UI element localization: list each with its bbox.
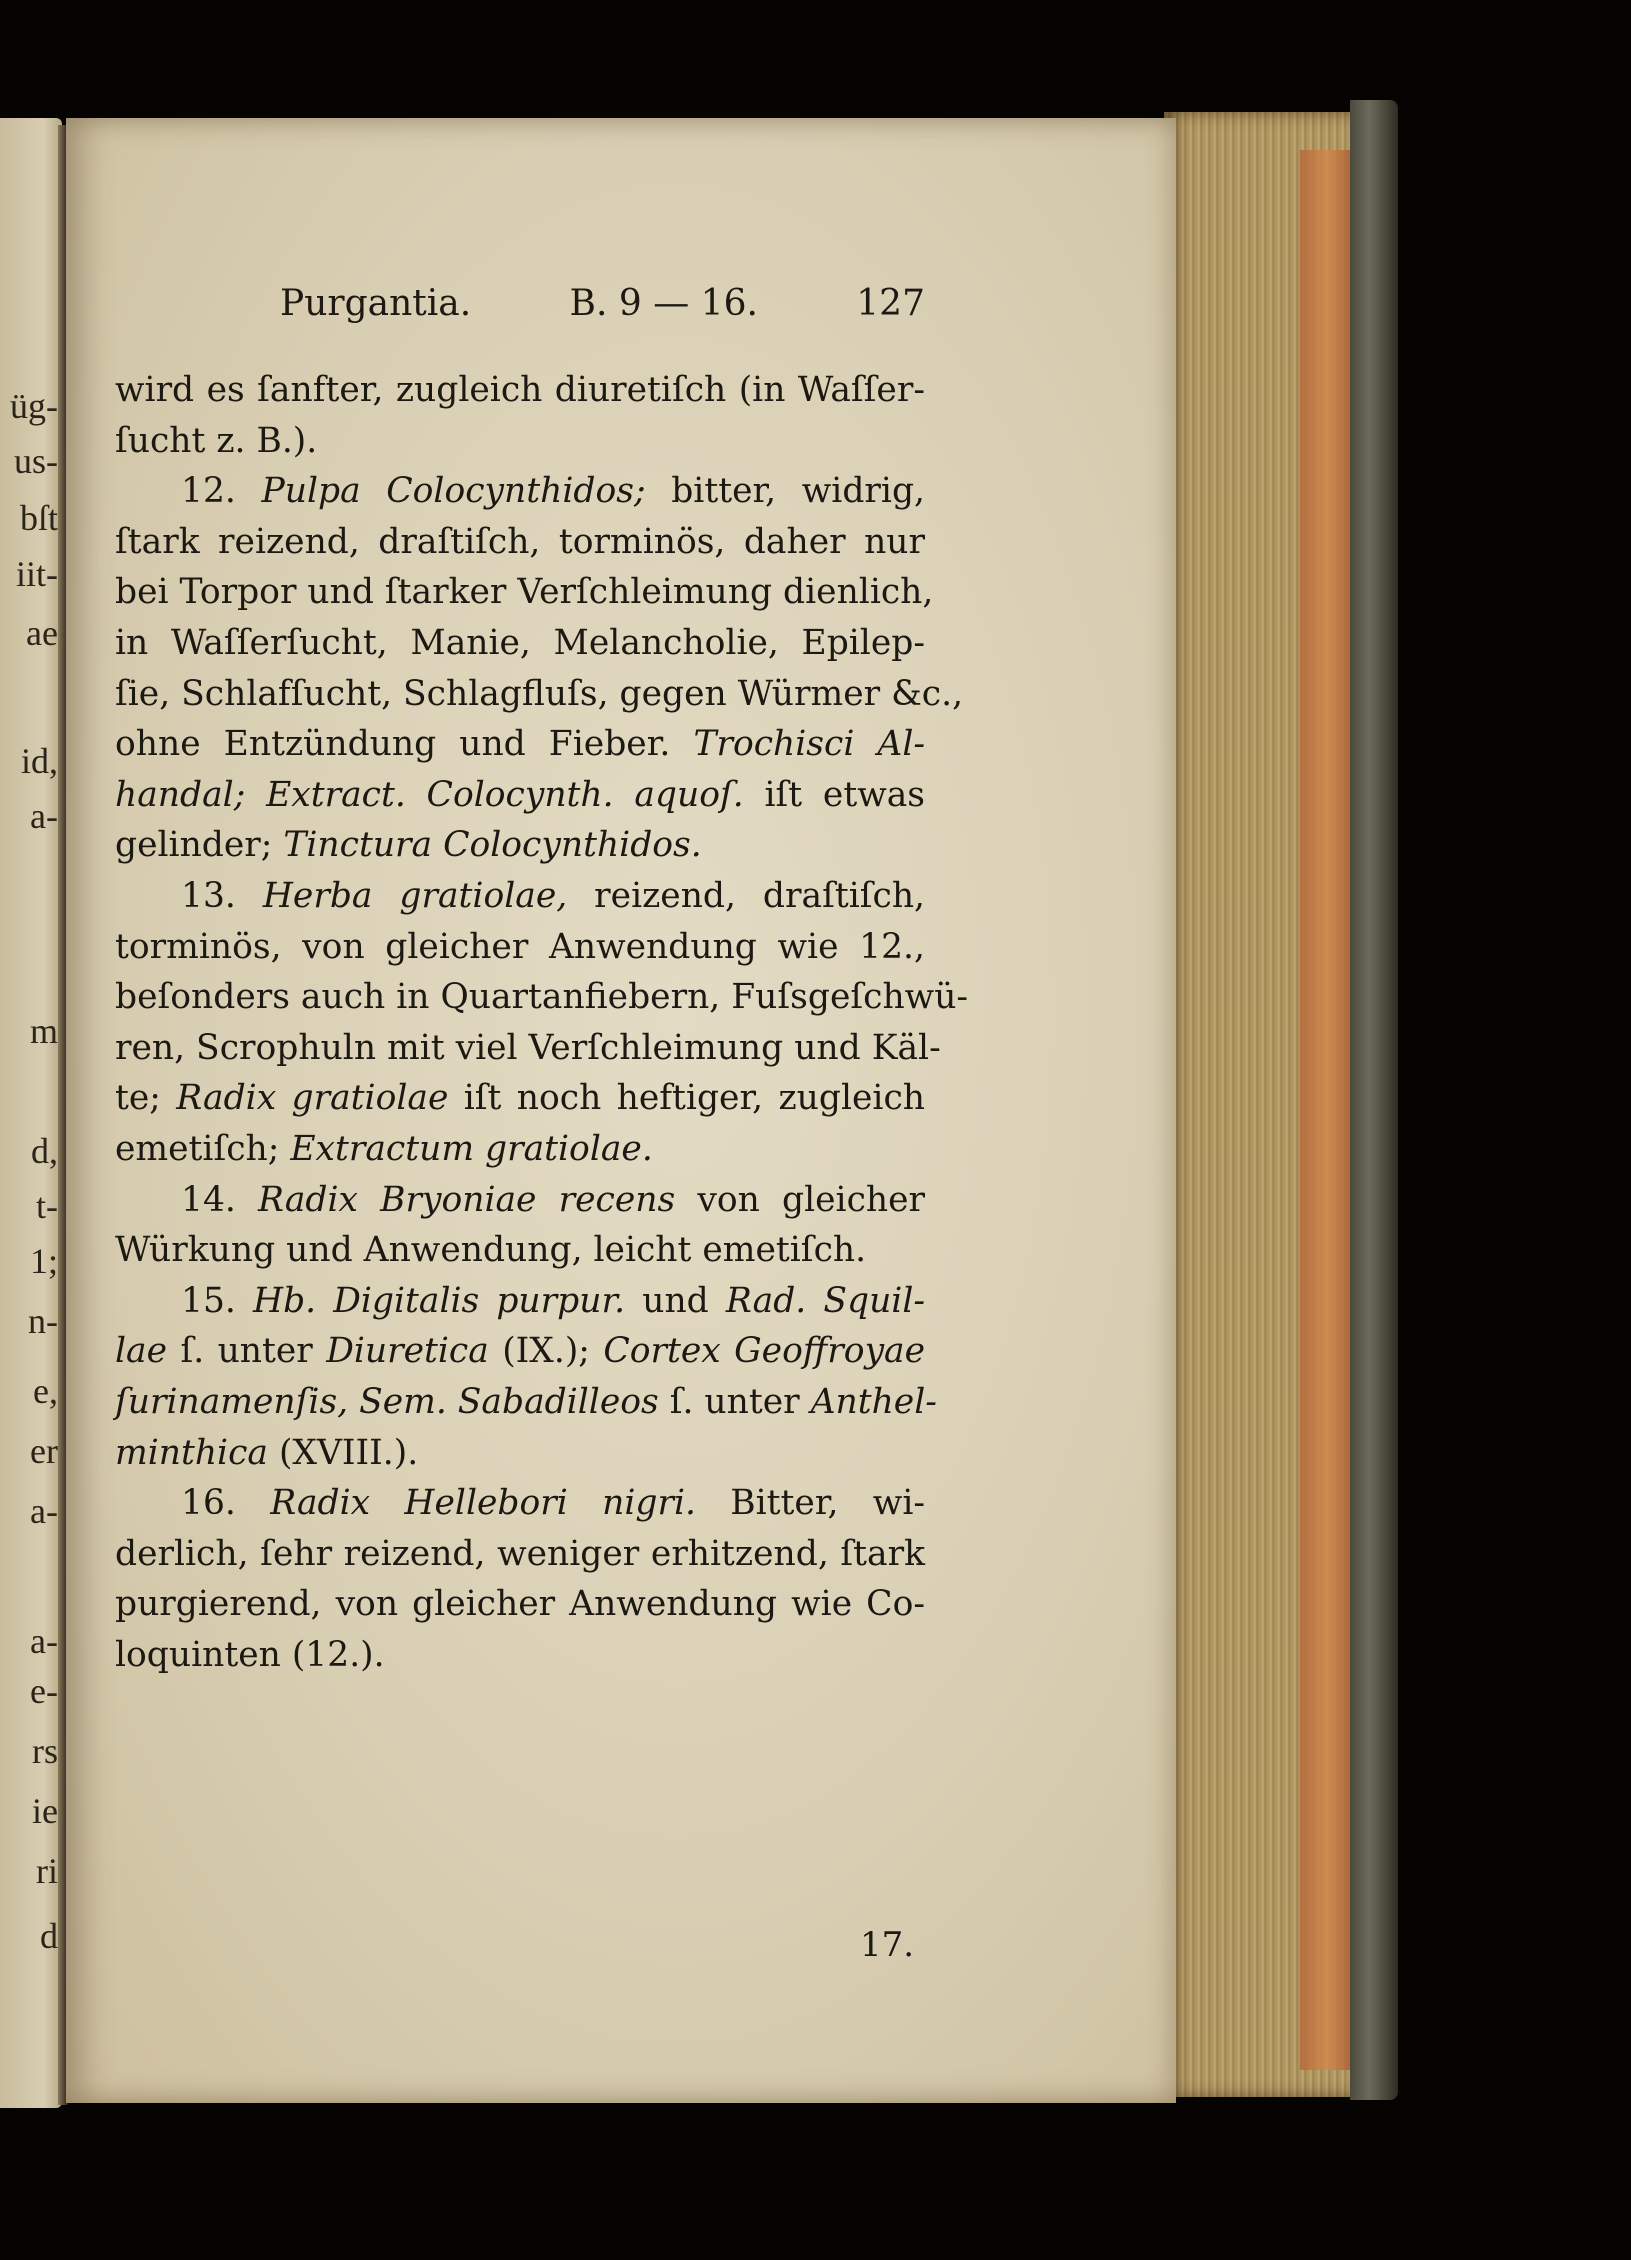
text-line <box>115 669 964 720</box>
text-line <box>115 567 934 618</box>
text-line <box>115 1073 925 1124</box>
margin-fragment: a- <box>30 796 58 836</box>
text-line <box>115 618 925 669</box>
text-line <box>115 1428 925 1479</box>
catchword: 17. <box>860 1925 915 1965</box>
text-line <box>115 1023 941 1074</box>
latin-term: minthica <box>115 1432 268 1473</box>
running-head-title: Purgantia. <box>280 283 472 324</box>
text-line <box>115 1579 925 1630</box>
margin-fragment: ae <box>26 613 58 653</box>
text-span: bei Torpor und ſtarker Verſchleimung dienlich, <box>115 572 934 613</box>
text-line <box>115 719 925 770</box>
paragraph-number: 14. <box>181 1179 236 1220</box>
margin-fragment: us- <box>14 441 58 481</box>
text-span: reizend, draſtiſch, <box>594 876 926 916</box>
text-span: beſonders auch in Quartanfiebern, Fuſsgeſchwü- <box>115 977 969 1018</box>
text-line <box>115 1326 925 1377</box>
text-line <box>181 871 925 922</box>
latin-term: ſurinamenſis, Sem. Sabadilleos <box>115 1382 659 1422</box>
text-span: (IX.); <box>502 1331 590 1372</box>
margin-fragment: a- <box>30 1491 58 1531</box>
paragraph-number: 15. <box>181 1280 236 1321</box>
latin-term: Hb. Digitalis purpur. <box>252 1280 626 1321</box>
text-span: in Waſſerſucht, Manie, Melancholie, Epilep- <box>115 623 925 663</box>
text-span: wird es ſanfter, zugleich diuretiſch (in Waſſer- <box>115 370 925 410</box>
text-span: iſt etwas <box>764 774 926 815</box>
margin-fragment: m <box>29 1011 58 1051</box>
latin-term: lae <box>115 1331 168 1372</box>
text-span: Bitter, wi- <box>730 1483 926 1524</box>
text-span: te; <box>115 1078 161 1119</box>
latin-term: Cortex Geoffroyae <box>603 1331 926 1372</box>
text-line <box>115 1225 925 1276</box>
page-number: 127 <box>856 283 925 324</box>
text-span: ſ. unter <box>669 1382 800 1422</box>
latin-term: Extractum gratiolae. <box>290 1129 653 1169</box>
text-span: (XVIII.). <box>278 1432 419 1473</box>
running-head <box>280 283 925 324</box>
text-line <box>115 922 925 973</box>
text-span: und <box>642 1280 709 1321</box>
text-line <box>181 1175 925 1226</box>
margin-fragment: 1; <box>29 1241 58 1281</box>
text-span: bitter, widrig, <box>671 471 926 512</box>
margin-fragment: d, <box>31 1131 58 1171</box>
text-span: torminös, von gleicher Anwendung wie 12., <box>115 926 925 967</box>
margin-fragment: ri <box>36 1851 58 1891</box>
text-line <box>115 770 925 821</box>
text-line <box>115 820 925 871</box>
margin-fragment: id, <box>20 741 58 781</box>
margin-fragment: a- <box>30 1621 58 1661</box>
text-line <box>115 416 925 467</box>
book-cover <box>1350 100 1398 2100</box>
text-span: ſie, Schlafſucht, Schlagfluſs, gegen Würmer &c., <box>115 673 964 714</box>
text-span: purgierend, von gleicher Anwendung wie Co- <box>115 1584 925 1625</box>
text-span: emetiſch; <box>115 1129 280 1169</box>
latin-term: Rad. Squil- <box>725 1280 926 1321</box>
text-span: derlich, ſehr reizend, weniger erhitzend, ſtark <box>115 1533 925 1574</box>
text-line <box>181 1276 925 1327</box>
paragraph-number: 12. <box>181 471 236 512</box>
text-span: ſtark reizend, draſtiſch, torminös, daher nur <box>115 521 925 562</box>
text-span: ſucht z. B.). <box>115 420 318 461</box>
text-span: Würkung und Anwendung, leicht emetiſch. <box>115 1230 867 1271</box>
latin-term: Herba gratiolae, <box>262 876 568 916</box>
text-span: gelinder; <box>115 825 273 866</box>
latin-term: Radix Hellebori nigri. <box>270 1483 696 1524</box>
margin-fragment: üg- <box>10 386 58 426</box>
margin-fragment: e- <box>30 1671 58 1711</box>
margin-fragment: iit- <box>16 554 58 594</box>
text-line <box>115 1124 925 1175</box>
latin-term: Anthel- <box>810 1382 937 1422</box>
latin-term: handal; Extract. Colocynth. aquoſ. <box>115 774 744 815</box>
latin-term: Radix Bryoniae recens <box>258 1179 676 1220</box>
margin-fragment: ie <box>32 1791 58 1831</box>
latin-term: Radix gratiolae <box>176 1078 449 1119</box>
margin-fragment: e, <box>33 1371 58 1411</box>
page-edges-tint <box>1300 150 1355 2070</box>
running-head-section: B. 9 — 16. <box>569 283 758 324</box>
margin-fragment: er <box>30 1431 58 1471</box>
margin-fragment: n- <box>28 1301 58 1341</box>
text-span: ſ. unter <box>180 1331 313 1372</box>
latin-term: Pulpa Colocynthidos; <box>261 471 646 512</box>
text-line <box>115 972 969 1023</box>
text-line <box>181 466 925 517</box>
paragraph-number: 13. <box>181 876 236 916</box>
text-line <box>115 1377 937 1428</box>
margin-fragment: t- <box>36 1186 58 1226</box>
text-line <box>181 1478 925 1529</box>
text-span: von gleicher <box>697 1179 926 1220</box>
text-span: ohne Entzündung und Fieber. <box>115 724 671 765</box>
margin-fragment: rs <box>32 1731 58 1771</box>
text-line <box>115 365 925 416</box>
latin-term: Tinctura Colocynthidos. <box>283 825 702 866</box>
text-line <box>115 517 925 568</box>
margin-fragment: bſt <box>19 498 58 538</box>
text-line <box>115 1630 925 1681</box>
latin-term: Trochisci Al- <box>693 724 926 765</box>
text-line <box>115 1529 925 1580</box>
paragraph-number: 16. <box>181 1483 236 1524</box>
margin-fragment: d <box>40 1916 58 1956</box>
text-span: loquinten (12.). <box>115 1635 385 1675</box>
latin-term: Diuretica <box>326 1331 489 1372</box>
text-span: iſt noch heftiger, zugleich <box>463 1078 925 1119</box>
text-span: ren, Scrophuln mit viel Verſchleimung und Käl- <box>115 1027 941 1068</box>
